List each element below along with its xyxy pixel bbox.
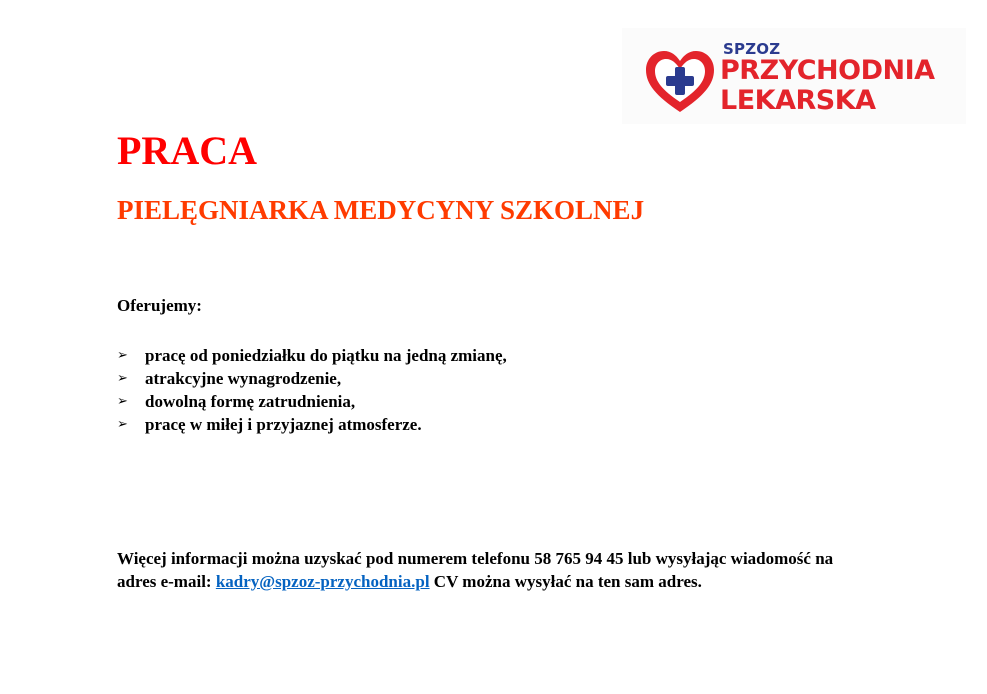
page-title: PRACA [117, 128, 257, 173]
heart-cross-icon [644, 50, 716, 114]
job-title: PIELĘGNIARKA MEDYCYNY SZKOLNEJ [117, 195, 645, 225]
offer-item-text: pracę od poniedziałku do piątku na jedną zmianę, [145, 346, 507, 365]
offer-item-text: pracę w miłej i przyjaznej atmosferze. [145, 415, 422, 434]
contact-text-after: CV można wysyłać na ten sam adres. [429, 572, 702, 591]
arrow-bullet-icon: ➢ [117, 348, 128, 363]
offer-item [117, 367, 507, 390]
logo-lekarska-text: LEKARSKA [720, 85, 876, 116]
contact-paragraph [117, 547, 847, 593]
email-link[interactable]: kadry@spzoz-przychodnia.pl [215, 572, 430, 591]
logo-spzoz-text: SPZOZ [723, 40, 781, 58]
offer-item [117, 344, 507, 367]
arrow-bullet-icon: ➢ [117, 371, 128, 386]
logo-przychodnia-text: PRZYCHODNIA [720, 55, 935, 86]
arrow-bullet-icon: ➢ [117, 417, 128, 432]
offer-item-text: atrakcyjne wynagrodzenie, [145, 369, 342, 388]
offer-label: Oferujemy: [117, 296, 202, 315]
offer-item [117, 390, 507, 413]
clinic-logo [622, 28, 966, 124]
arrow-bullet-icon: ➢ [117, 394, 128, 409]
offer-item [117, 413, 507, 436]
offer-list [117, 344, 507, 436]
contact-text-before: Więcej informacji można uzyskać pod numerem telefonu 58 765 94 45 lub wysyłając wiadomość na adres e-mail: [117, 549, 834, 591]
offer-item-text: dowolną formę zatrudnienia, [145, 392, 356, 411]
